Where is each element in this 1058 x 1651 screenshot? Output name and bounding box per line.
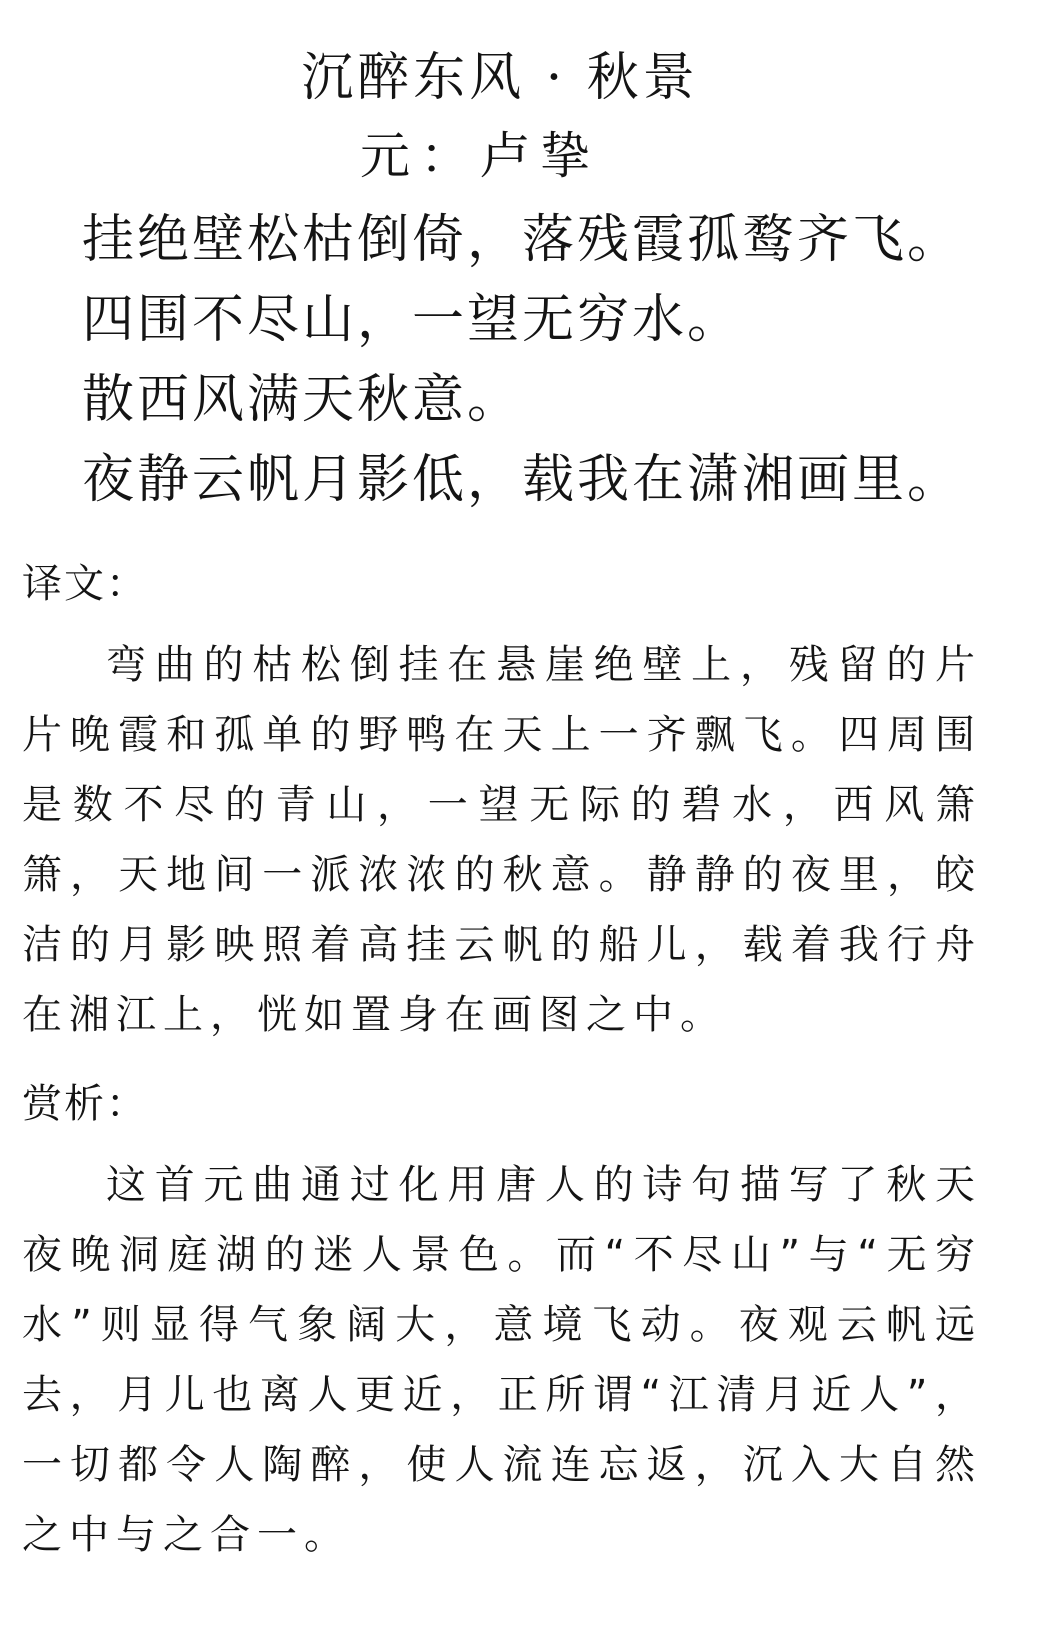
poem-line-1: 挂绝壁松枯倒倚，落残霞孤鹜齐飞。 [82, 210, 963, 270]
poem-title: 沉醉东风 · 秋景 [301, 48, 699, 108]
translation-heading: 译文： [22, 561, 148, 607]
appreciation-paragraph: 这首元曲通过化用唐人的诗句描写了秋天夜晚洞庭湖的迷人景色。而“不尽山”与“无穷水”则显得气象阔大，意境飞动。夜观云帆远去，月儿也离人更近，正所谓“江清月近人”，一切都令人陶醉，使人流连忘返，沉入大自然之中与之合一。 [22, 1162, 982, 1558]
poem-line-3: 散西风满天秋意。 [82, 370, 523, 430]
poem-body [82, 200, 1002, 520]
poem-line-2: 四围不尽山，一望无穷水。 [82, 290, 743, 350]
poem-line-4: 夜静云帆月影低，载我在潇湘画里。 [82, 450, 963, 510]
appreciation-heading: 赏析： [22, 1081, 148, 1127]
translation-paragraph: 弯曲的枯松倒挂在悬崖绝壁上，残留的片片晚霞和孤单的野鸭在天上一齐飘飞。四周围是数不尽的青山，一望无际的碧水，西风箫箫，天地间一派浓浓的秋意。静静的夜里，皎洁的月影映照着高挂云帆的船儿，载着我行舟在湘江上，恍如置身在画图之中。 [22, 642, 982, 1038]
poem-author: 元：卢挚 [360, 127, 600, 185]
